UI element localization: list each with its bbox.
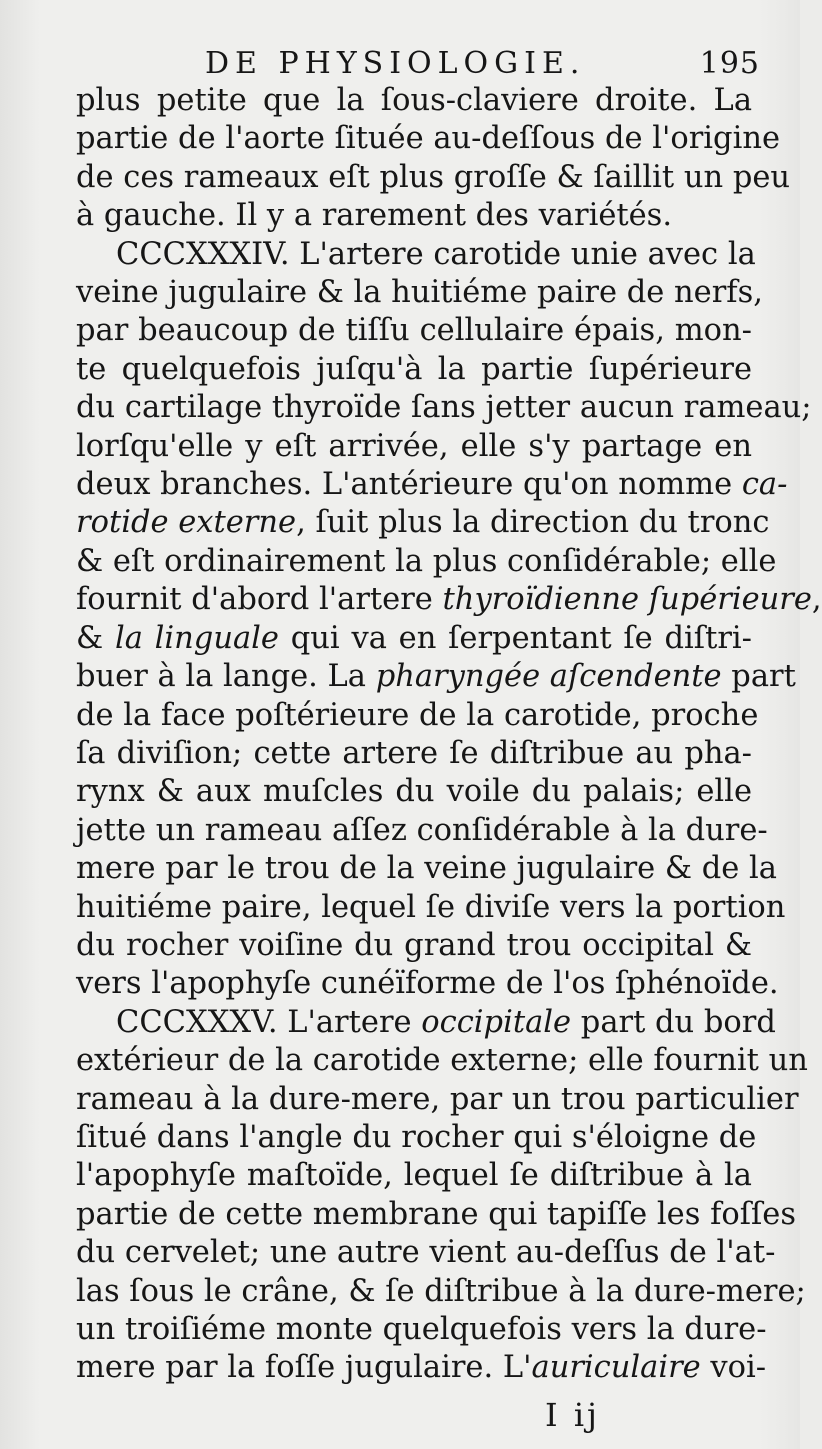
- text-segment: du cervelet; une autre vient au-deſſus de l'at-: [76, 1235, 776, 1271]
- text-line: [76, 812, 768, 850]
- text-segment: vers l'apophyſe cunéïforme de l'os ſphénoïde.: [76, 966, 779, 1002]
- text-line: [76, 428, 752, 466]
- text-segment: qui va en ſerpentant ſe diſtri-: [278, 620, 752, 656]
- italic-term: ca-: [741, 467, 788, 503]
- text-line: [76, 850, 777, 888]
- text-segment: plus petite que la ſous-claviere droite. La: [76, 83, 752, 118]
- text-line: [76, 889, 786, 927]
- text-segment: , ſuit plus la direction du tronc: [296, 505, 770, 541]
- text-segment: ,: [811, 582, 822, 618]
- text-line: [76, 466, 788, 504]
- text-segment: buer à la lange. La: [76, 659, 376, 695]
- text-line: [76, 236, 756, 274]
- text-segment: lorſqu'elle y eſt arrivée, elle s'y partage en: [76, 428, 752, 464]
- text-line: [76, 658, 796, 696]
- text-segment: deux branches. L'antérieure qu'on nomme: [76, 467, 742, 503]
- text-segment: &: [76, 620, 115, 656]
- text-line: [76, 620, 752, 658]
- text-line: [76, 1119, 757, 1157]
- text-segment: extérieur de la carotide externe; elle fournit un: [76, 1043, 808, 1079]
- italic-term: thyroïdienne ſupérieure: [442, 582, 812, 618]
- text-segment: veine jugulaire & la huitiéme paire de nerfs,: [76, 275, 763, 311]
- signature-mark: I ij: [545, 1396, 600, 1434]
- text-segment: par beaucoup de tiſſu cellulaire épais, mon-: [76, 313, 752, 349]
- text-line: [76, 543, 777, 581]
- italic-term: la linguale: [114, 620, 279, 656]
- text-segment: part du bord: [571, 1004, 776, 1040]
- text-line: [76, 504, 770, 542]
- text-line: [76, 351, 752, 389]
- text-segment: du cartilage thyroïde ſans jetter aucun rameau;: [76, 390, 812, 426]
- text-segment: & eſt ordinairement la plus conſidérable; elle: [76, 543, 777, 579]
- text-segment: part: [721, 659, 796, 695]
- text-segment: partie de l'aorte ſituée au-deſſous de l'origine: [76, 121, 781, 157]
- text-line: [76, 1081, 799, 1119]
- text-segment: mere par la foſſe jugulaire. L': [76, 1350, 532, 1386]
- text-line: [76, 1234, 776, 1272]
- text-line: [76, 927, 752, 965]
- text-line: [76, 82, 752, 120]
- text-segment: du rocher voiſine du grand trou occipital &: [76, 927, 752, 963]
- italic-term: rotide externe: [76, 505, 297, 541]
- italic-term: auriculaire: [531, 1350, 701, 1386]
- text-line: [76, 1042, 808, 1080]
- text-line: [76, 159, 791, 197]
- text-line: [76, 1349, 767, 1387]
- text-segment: à gauche. Il y a rarement des variétés.: [76, 198, 673, 234]
- text-segment: CCCXXXIV. L'artere carotide unie avec la: [116, 236, 756, 272]
- body-text: [76, 82, 822, 1388]
- running-title: DE PHYSIOLOGIE.: [205, 46, 586, 81]
- text-line: [76, 312, 752, 350]
- text-segment: huitiéme paire, lequel ſe diviſe vers la portion: [76, 889, 786, 925]
- text-segment: ſa diviſion; cette artere ſe diſtribue au pha-: [76, 735, 752, 771]
- text-segment: partie de cette membrane qui tapiſſe les foſſes: [76, 1196, 797, 1232]
- text-line: [76, 197, 752, 235]
- text-segment: jette un rameau aſſez conſidérable à la dure-: [76, 812, 768, 848]
- italic-term: occipitale: [421, 1004, 572, 1040]
- text-segment: de ces rameaux eſt plus groſſe & ſaillit un peu: [76, 159, 791, 195]
- text-segment: un troiſiéme monte quelquefois vers la dure-: [76, 1312, 767, 1347]
- text-line: [76, 1273, 806, 1311]
- text-segment: las ſous le crâne, & ſe diſtribue à la dure-mere;: [76, 1273, 806, 1309]
- page-number: 195: [699, 46, 760, 81]
- text-line: [76, 697, 759, 735]
- text-segment: l'apophyſe maſtoïde, lequel ſe diſtribue à la: [76, 1158, 752, 1194]
- italic-term: pharyngée aſcendente: [375, 659, 722, 695]
- text-line: [76, 389, 812, 427]
- text-segment: fournit d'abord l'artere: [76, 582, 443, 618]
- text-segment: rameau à la dure-mere, par un trou particulier: [76, 1081, 799, 1117]
- text-line: [76, 773, 752, 811]
- text-segment: voi-: [700, 1350, 767, 1386]
- text-line: [76, 1311, 767, 1349]
- text-line: [76, 1157, 752, 1195]
- text-segment: te quelquefois juſqu'à la partie ſupérieure: [76, 351, 752, 387]
- text-line: [76, 120, 781, 158]
- text-segment: mere par le trou de la veine jugulaire & de la: [76, 851, 777, 887]
- text-segment: CCCXXXV. L'artere: [116, 1004, 422, 1040]
- text-line: [76, 274, 763, 312]
- text-segment: rynx & aux muſcles du voile du palais; elle: [76, 774, 752, 810]
- text-line: [76, 1196, 797, 1234]
- text-line: [76, 1004, 776, 1042]
- text-segment: ſitué dans l'angle du rocher qui s'éloigne de: [76, 1119, 757, 1155]
- page-header: [205, 46, 760, 86]
- text-line: [76, 735, 752, 773]
- text-segment: de la face poſtérieure de la carotide, proche: [76, 697, 759, 733]
- text-line: [76, 581, 822, 619]
- text-line: [76, 965, 779, 1003]
